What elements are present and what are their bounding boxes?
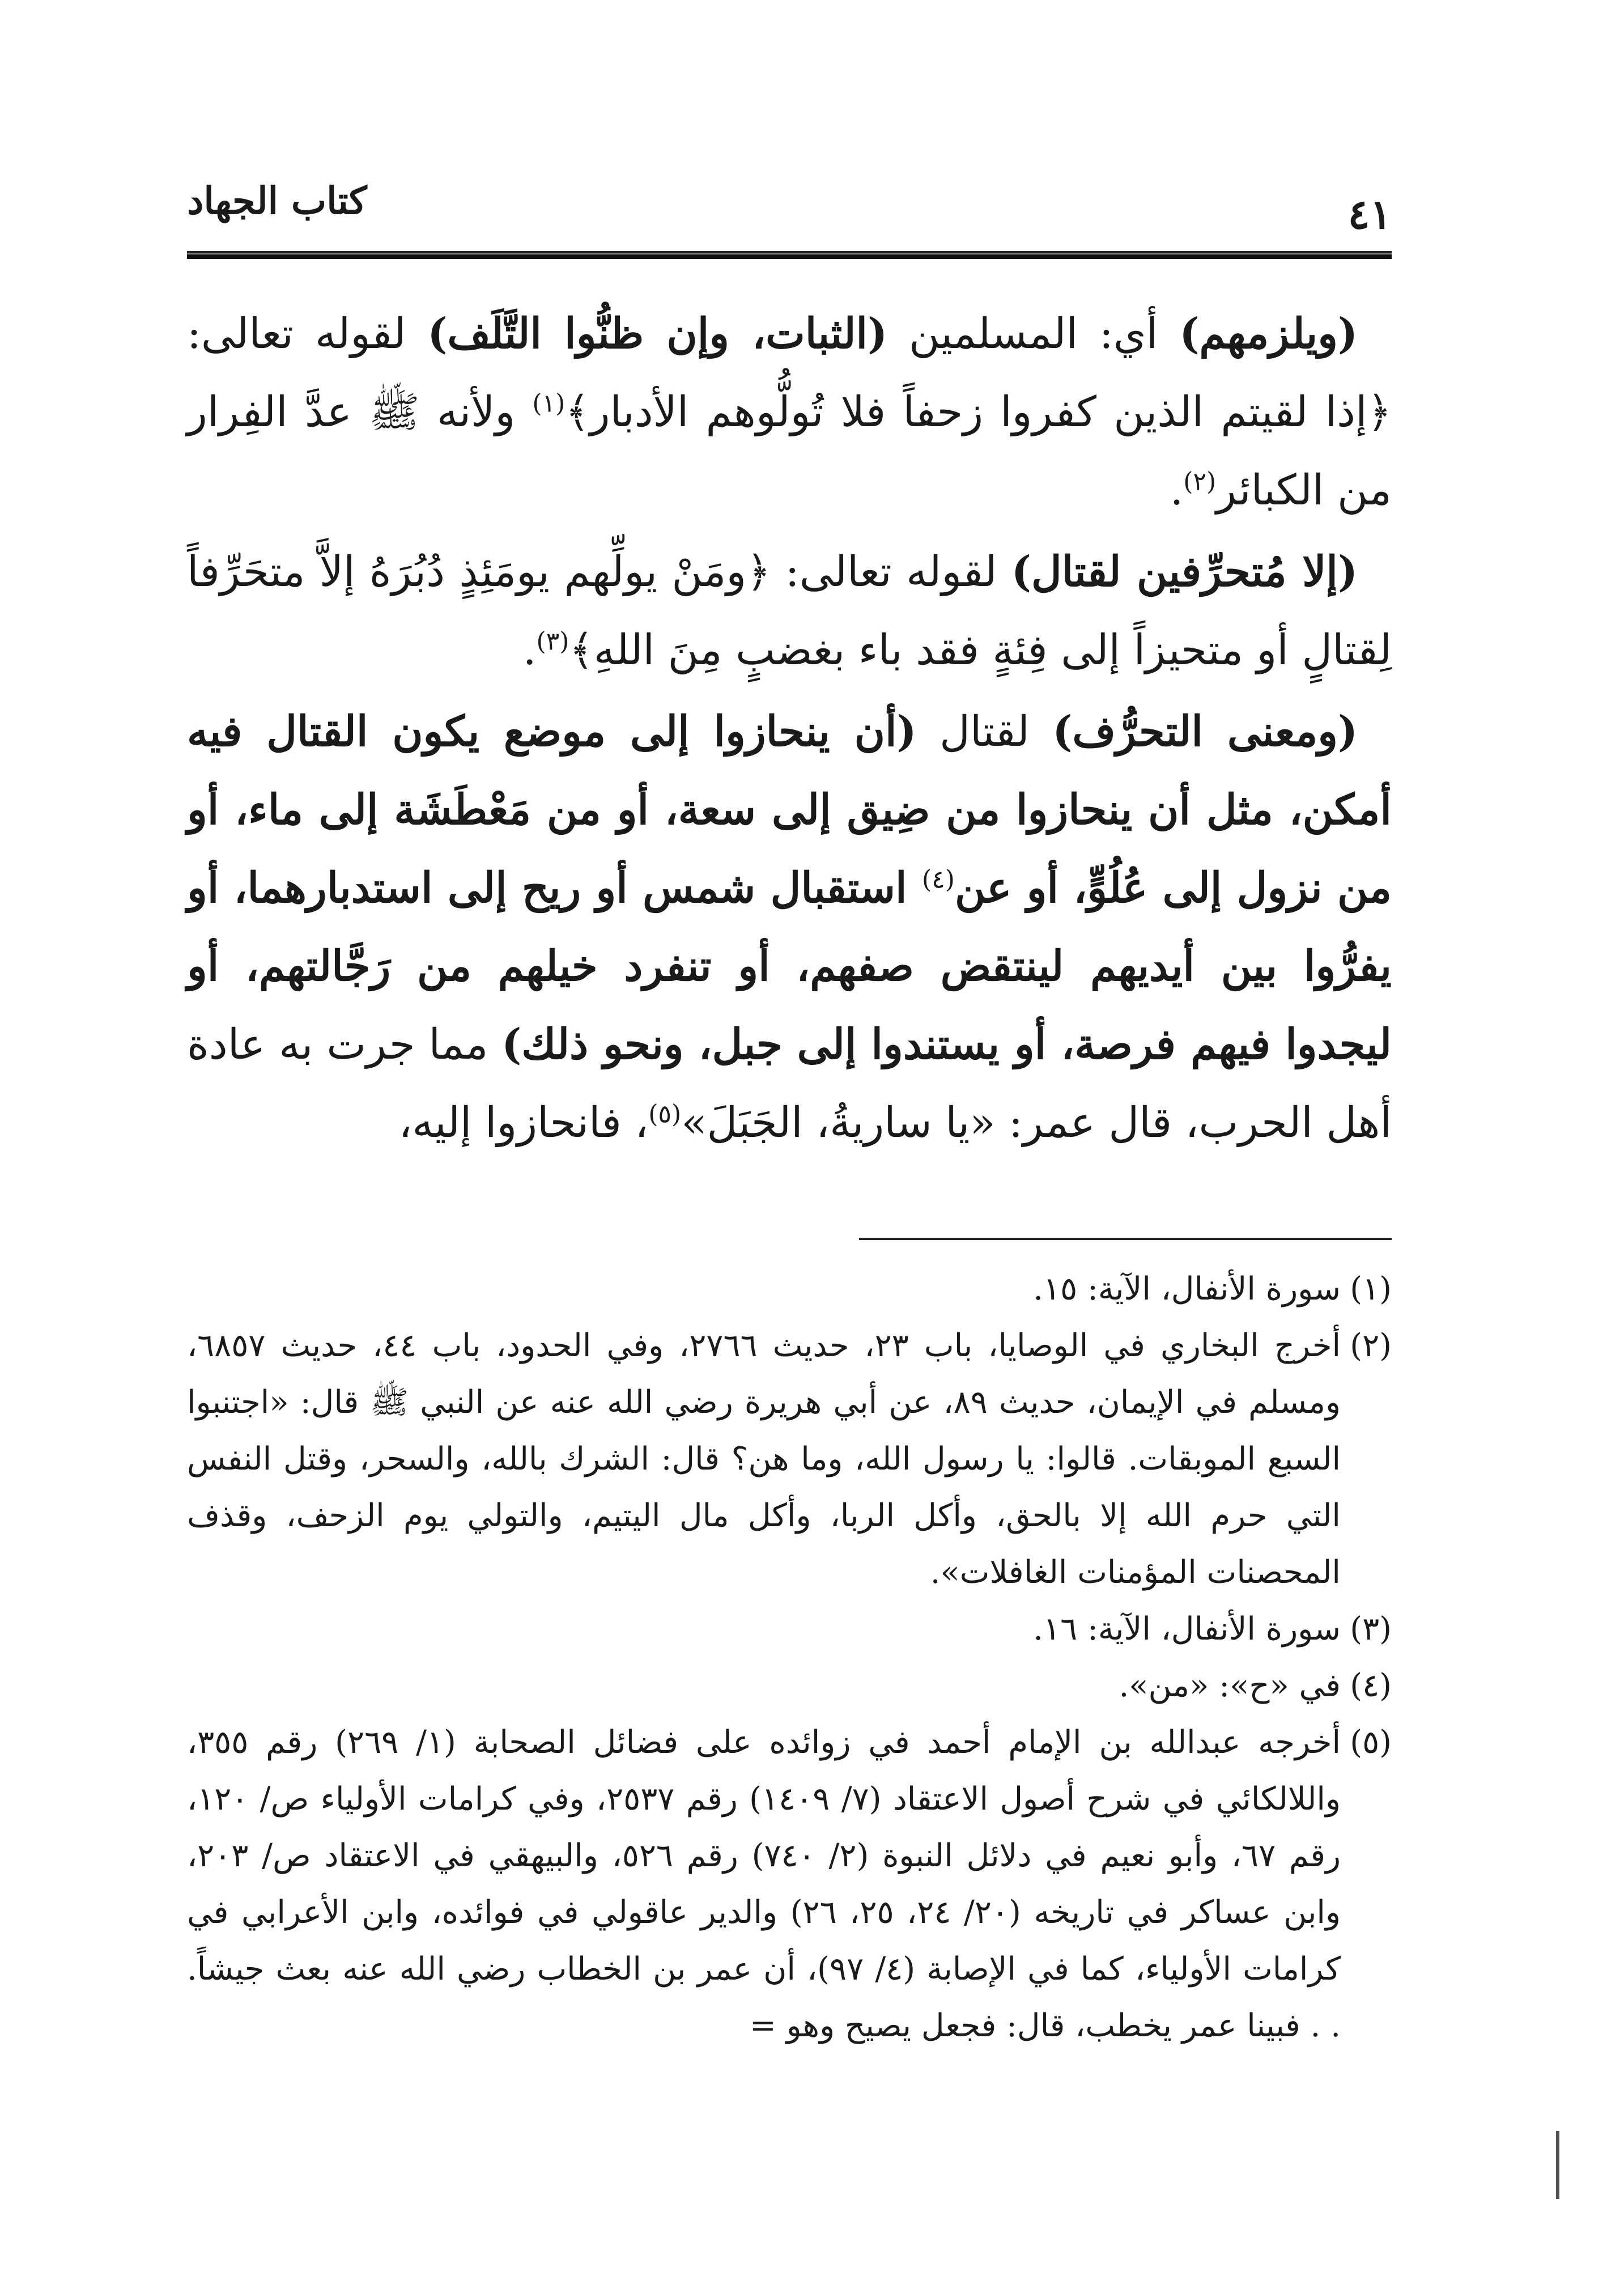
text-run: ولأنه ﷺ عدَّ الفِرار من الكبائر bbox=[187, 388, 1392, 515]
footnote-text: في «ح»: «من». bbox=[1119, 1667, 1341, 1704]
footnote-1 bbox=[187, 1261, 1392, 1318]
scan-margin-mark bbox=[1556, 2131, 1559, 2199]
footnote-number: (٢) bbox=[1350, 1327, 1392, 1364]
page-number: ٤١ bbox=[1347, 190, 1392, 238]
footnote-4 bbox=[187, 1658, 1392, 1714]
bold-phrase: استقبال شمس أو ريح إلى استدبارهما، أو يفرُّوا بين أيديهم لينتقض صفهم، أو تنفرد خيلهم من رَجَّالتهم، أو ليجدوا فيهم فرصة، أو يستندوا إلى جبل، ونحو ذلك) bbox=[187, 864, 1392, 1069]
main-text bbox=[187, 295, 1392, 1165]
footnote-text: سورة الأنفال، الآية: ١٦. bbox=[1033, 1611, 1341, 1647]
bold-phrase: (الثبات، وإن ظنُّوا التَّلَف) bbox=[427, 309, 888, 358]
footnote-number: (١) bbox=[1350, 1271, 1392, 1307]
text-run: مما جرت به عادة أهل الحرب، قال عمر: «يا ساريةُ، الجَبَلَ» bbox=[187, 1020, 1392, 1147]
footnote-ref[interactable]: (١) bbox=[532, 389, 566, 418]
footnote-number: (٣) bbox=[1350, 1611, 1392, 1647]
book-title: كتاب الجهاد bbox=[187, 179, 367, 223]
footnote-ref[interactable]: (٣) bbox=[536, 627, 569, 656]
page-header bbox=[187, 162, 1392, 269]
footnote-number: (٥) bbox=[1350, 1724, 1392, 1761]
footnote-text: سورة الأنفال، الآية: ١٥. bbox=[1033, 1271, 1341, 1307]
footnote-3 bbox=[187, 1601, 1392, 1658]
bold-phrase: (إلا مُتحرِّفين لقتال) bbox=[1011, 547, 1358, 596]
footnote-ref[interactable]: (٥) bbox=[648, 1099, 682, 1129]
bold-phrase: (أن ينحازوا إلى موضع يكون القتال فيه أمكن، مثل أن ينحازوا من ضِيق إلى سعة، أو من مَعْطَشَة إلى ماء، أو من نزول إلى عُلُوٍّ، أو عن bbox=[187, 707, 1392, 912]
paragraph-1 bbox=[187, 295, 1392, 529]
text-run: . bbox=[1170, 466, 1184, 515]
bold-phrase: (ومعنى التحرُّف) bbox=[1052, 707, 1358, 756]
footnote-number: (٤) bbox=[1350, 1667, 1392, 1704]
footnote-2 bbox=[187, 1318, 1392, 1601]
header-rule bbox=[187, 251, 1392, 259]
text-run: لقوله تعالى: ﴿ومَنْ يولِّهم يومَئِذٍ دُبُرَهُ إلاَّ متحَرِّفاً لِقتالٍ أو متحيزاً إلى فِئةٍ فقد باء بغضبٍ مِنَ اللهِ﴾ bbox=[187, 547, 1392, 674]
paragraph-3 bbox=[187, 693, 1392, 1162]
text-run: أي: المسلمين bbox=[887, 309, 1180, 358]
text-run: لقتال bbox=[916, 707, 1053, 756]
paragraph-2 bbox=[187, 533, 1392, 689]
footnote-text: أخرجه عبدالله بن الإمام أحمد في زوائده على فضائل الصحابة (١/ ٢٦٩) رقم ٣٥٥، واللالكائي في شرح أصول الاعتقاد (٧/ ١٤٠٩) رقم ٢٥٣٧، وفي كرامات الأولياء ص/ ١٢٠، رقم ٦٧، وأبو نعيم في دلائل النبوة (٢/ ٧٤٠) رقم ٥٢٦، والبيهقي في الاعتقاد ص/ ٢٠٣، وابن عساكر في تاريخه (٢٠/ ٢٤، ٢٥، ٢٦) والدير عاقولي في فوائده، وابن الأعرابي في كرامات الأولياء، كما في الإصابة (٤/ ٩٧)، أن عمر بن الخطاب رضي الله عنه بعث جيشاً. . . فبينا عمر يخطب، قال: فجعل يصيح وهو = bbox=[187, 1724, 1341, 2044]
footnotes bbox=[187, 1261, 1392, 2054]
text-run: لقوله تعالى: ﴿إذا لقيتم الذين كفروا زحفاً فلا تُولُّوهم الأدبار﴾ bbox=[187, 309, 1392, 436]
footnote-text: أخرج البخاري في الوصايا، باب ٢٣، حديث ٢٧٦٦، وفي الحدود، باب ٤٤، حديث ٦٨٥٧، ومسلم في الإيمان، حديث ٨٩، عن أبي هريرة رضي الله عنه عن النبي ﷺ قال: «اجتنبوا السبع الموبقات. قالوا: يا رسول الله، وما هن؟ قال: الشرك بالله، والسحر، وقتل النفس التي حرم الله إلا بالحق، وأكل الربا، وأكل مال اليتيم، والتولي يوم الزحف، وقذف المحصنات المؤمنات الغافلات». bbox=[187, 1327, 1341, 1591]
footnote-ref[interactable]: (٤) bbox=[921, 865, 955, 894]
bold-phrase: (ويلزمهم) bbox=[1179, 309, 1358, 358]
text-run: . bbox=[522, 626, 537, 674]
footnote-separator bbox=[859, 1238, 1392, 1240]
footnote-5 bbox=[187, 1714, 1392, 2054]
text-run: ، فانحازوا إليه، bbox=[398, 1098, 649, 1147]
footnote-ref[interactable]: (٢) bbox=[1183, 467, 1217, 496]
